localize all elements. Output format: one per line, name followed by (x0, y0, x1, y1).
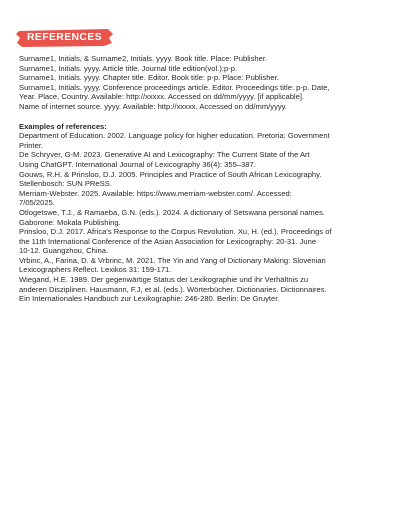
example-line: Using ChatGPT. International Journal of Lexicography 36(4): 355–387. (19, 159, 256, 169)
example-list (19, 131, 393, 304)
format-list (19, 54, 393, 112)
example-line: Prinsloo, D.J. 2017. Africa's Response to the Corpus Revolution. Xu, H. (ed.). Proceedings of (19, 227, 332, 237)
format-line: Surname1, Initials. yyyy. Conference proceedings article. Editor. Proceedings title: p-p. Date, (19, 82, 330, 92)
example-line: Gaborone: Mokala Publishing. (19, 217, 121, 227)
format-line: Surname1, Initials, & Surname2, Initials. yyyy. Book title. Place: Publisher. (19, 54, 268, 63)
examples-heading: Examples of references: (19, 121, 107, 131)
banner-label: REFERENCES (26, 32, 102, 43)
example-line: Lexicographers Reflect. Lexikos 31: 159-171. (19, 265, 172, 275)
example-line: Stellenbosch: SUN PReSS. (19, 179, 112, 189)
format-line: Name of internet source. yyyy. Available: http://xxxxx. Accessed on dd/mm/yyyy. (19, 101, 288, 111)
example-line: Otlogetswe, T.J., & Ramaeba, G.N. (eds.). 2024. A dictionary of Setswana personal names. (19, 207, 325, 217)
format-line: Surname1, Initials. yyyy. Article title. Journal title edition(vol.):p-p. (19, 63, 238, 73)
format-line: Surname1, Initials. yyyy. Chapter title. Editor. Book title: p-p. Place: Publisher. (19, 73, 279, 83)
example-line: Printer. (19, 140, 44, 150)
references-content (19, 54, 393, 304)
example-line: Merriam-Webster. 2025. Available: https://www.merriam-webster.com/. Accessed: (19, 188, 292, 198)
example-line: Wiegand, H.E. 1989. Der gegenwärtige Status der Lexikographie und ihr Verhältnis zu (19, 275, 309, 285)
example-line: Gouws, R.H. & Prinsloo, D.J. 2005. Principles and Practice of South African Lexicography. (19, 169, 322, 179)
example-line: De Schryver, G-M. 2023. Generative AI and Lexicography: The Current State of the Art (19, 150, 310, 160)
format-line: Year. Place, Country. Available: http://xxxxx. Accessed on dd/mm/yyyy. [if applicable]. (19, 92, 305, 102)
references-banner (16, 28, 113, 47)
example-line: 10-12. Guangzhou, China. (19, 246, 109, 256)
example-line: 7/05/2025. (19, 198, 55, 208)
example-line: Ein Internationales Handbuch zur Lexikographie: 246-280. Berlin: De Gruyter. (19, 294, 280, 304)
example-line: anderen Disziplinen. Hausmann, F.J, et al. (eds.). Wörterbücher. Dictionaries. Dictionnaires. (19, 284, 327, 294)
example-line: Department of Education. 2002. Language policy for higher education. Pretoria: Government (19, 131, 330, 141)
example-line: the 11th International Conference of the Asian Association for Lexicography: 20-31. June (19, 236, 317, 246)
example-line: Vrbinc, A., Farina, D. & Vrbrinc, M. 2021. The Yin and Yang of Dictionary Making: Slovenian (19, 255, 326, 265)
